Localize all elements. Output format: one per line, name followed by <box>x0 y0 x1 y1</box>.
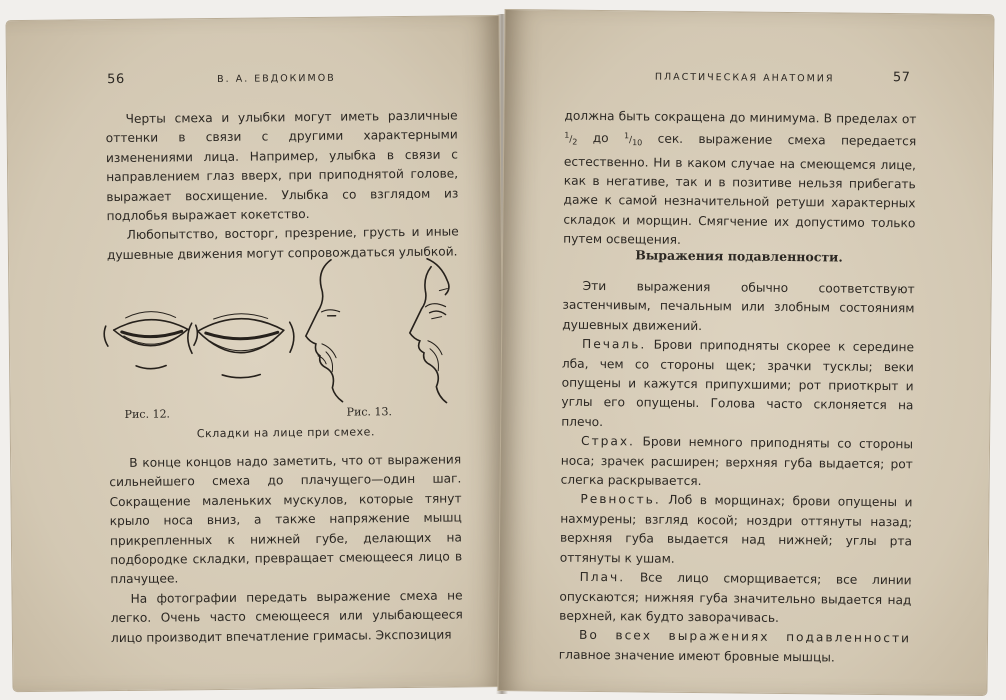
paragraph: На фотографии передать выражение смеха не легко. Очень часто смеющееся или улыбающееся лицо производит впечатление гримасы. Экспозиция <box>110 588 463 645</box>
mouth-drawing-1 <box>104 311 198 369</box>
entry-text: Брови немного приподняты со стороны носа; зрачек расширен; верхняя губа выдается; рот слегка раскрывается. <box>560 434 914 489</box>
figure-label-12: Рис. 12. <box>124 407 171 421</box>
left-text-bottom <box>109 450 463 648</box>
entry-text: Лоб в морщинах; брови опущены и нахмурены; взгляд косой; ноздри оттянуты назад; верхняя губа выдается над нижней; углы рта оттянуты к ушам. <box>559 493 913 566</box>
figure-smile-folds <box>95 254 467 441</box>
page-number-left: 56 <box>107 71 125 88</box>
paragraph: В конце концов надо заметить, что от выражения сильнейшего смеха до плачущего—один шаг. Сокращение маленьких мускулов, которые тянут крыло носа вниз, а также напряжение мышц прикрепленных к нижней губе, делающих на подбородке складки, превращает смеющееся лицо в плачущее. <box>109 452 463 587</box>
right-page <box>498 10 993 695</box>
paragraph <box>563 107 916 253</box>
figure-label-13: Рис. 13. <box>346 405 393 419</box>
entry-term: Страх. <box>580 434 636 449</box>
entry-paragraph <box>559 568 912 630</box>
left-page <box>7 16 506 691</box>
entry-text: главное значение имеют бровные мышцы. <box>558 647 835 665</box>
figure-illustration <box>95 254 467 408</box>
left-text-top <box>105 106 459 265</box>
running-head-right: ПЛАСТИЧЕСКАЯ АНАТОМИЯ <box>654 71 835 85</box>
entry-term: Печаль. <box>581 337 647 352</box>
entry-paragraph <box>561 335 914 436</box>
entry-text: Все лицо сморщивается; все линии опускаются; нижняя губа значительно выдается над верхней, как будто заворачивась. <box>559 570 912 625</box>
figure-caption: Складки на лице при смехе. <box>196 425 375 441</box>
continuation-text-end: сек. выражение смеха передается естественно. Ни в каком случае на смеющемся лице, как в негативе, так и в позитиве нельзя прибегать даже к самой незначительной ретуши характерных складок и морщин. Смягчение их допустимо только путем освещения. <box>563 132 917 248</box>
left-page-header <box>7 68 499 88</box>
entry-term: Во всех выражениях подавленности <box>578 628 912 646</box>
continuation-text-start: должна быть сокращена до минимума. В пределах от <box>564 108 917 127</box>
entry-paragraph <box>561 432 914 494</box>
entry-term: Плач. <box>579 569 626 585</box>
entry-paragraph <box>560 490 913 571</box>
section-heading: Выражения подавленности. <box>635 247 843 265</box>
right-text-bottom <box>559 277 915 669</box>
profile-drawing-1 <box>305 260 342 402</box>
entry-term: Ревность. <box>580 492 661 508</box>
paragraph: Любопытство, восторг, презрение, грусть и иные душевные движения могут сопровождаться улыбкой. <box>106 224 459 262</box>
right-page-header <box>505 66 993 86</box>
fraction-tenth: $^1/_{10}$ <box>623 131 643 148</box>
fraction-half: $^1/_2$ <box>564 131 578 147</box>
profile-drawing-2 <box>409 259 450 403</box>
paragraph: Черты смеха и улыбки могут иметь различные оттенки в связи с другими характерными изменениями лица. Например, улыбка в связи с направлением глаз вверх, при приподнятой голове, выражает восхищение. Улыбка со взглядом из подлобья выражает кокетство. <box>105 108 459 224</box>
mouth-drawing-2 <box>188 313 295 378</box>
running-head-left: В. А. ЕВДОКИМОВ <box>217 72 336 85</box>
page-number-right: 57 <box>892 70 911 86</box>
entry-paragraph <box>559 626 911 668</box>
continuation-text-middle: до <box>592 131 609 146</box>
entry-text: Брови приподняты скорее к середине лба, чем со стороны щек; зрачки тусклы; веки опущены и кажутся припухшими; рот приоткрыт и углы его опущены. Голова часто склоняется на плечо. <box>561 337 915 429</box>
paragraph-intro: Эти выражения обычно соответствуют застенчивым, печальным или злобным состояниям душевных движений. <box>562 278 915 333</box>
open-book <box>8 6 998 696</box>
right-text-top <box>563 107 916 253</box>
